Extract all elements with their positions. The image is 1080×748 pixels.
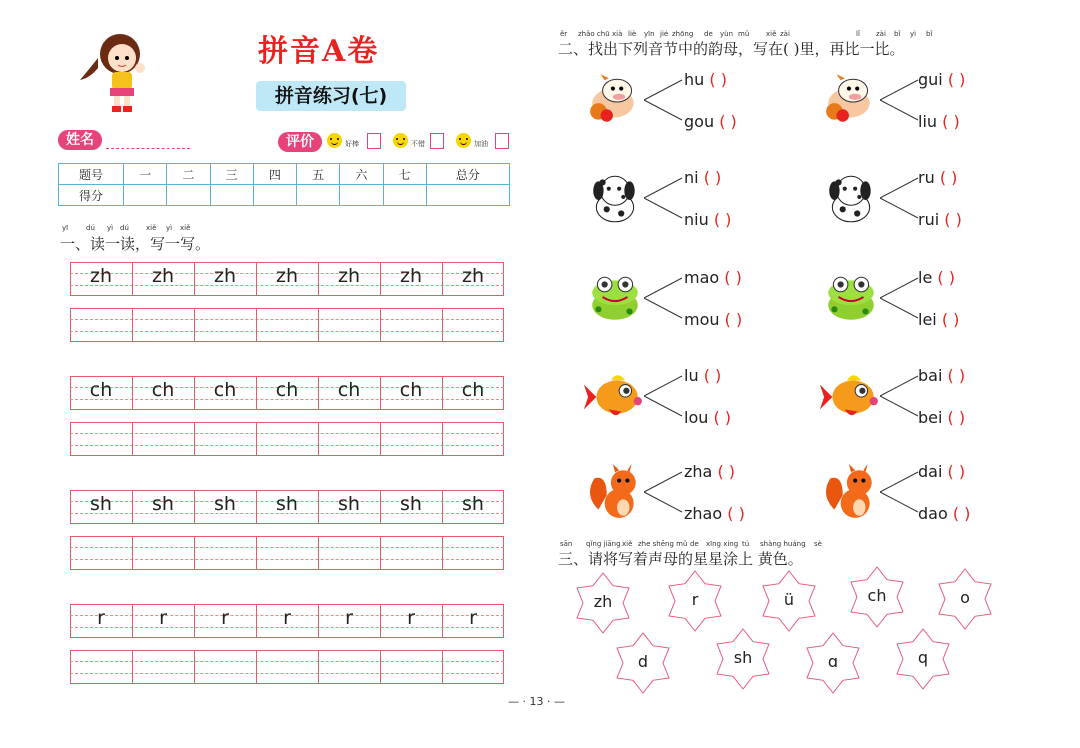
grid-guide-line xyxy=(70,445,504,446)
squirrel-illustration xyxy=(582,464,648,526)
syllable-option xyxy=(684,408,731,427)
answer-blank[interactable]: ( ) xyxy=(942,112,960,131)
syllable-option xyxy=(684,366,721,385)
sample-syllable: r xyxy=(345,607,353,629)
answer-blank[interactable]: ( ) xyxy=(717,462,736,481)
grid-divider xyxy=(194,650,195,684)
sample-syllable: sh xyxy=(338,493,360,515)
cow-illustration xyxy=(818,72,884,134)
syllable-text: mao xyxy=(684,268,720,287)
grid-divider xyxy=(442,536,443,570)
star-label: ɑ xyxy=(827,652,839,671)
sample-syllable: ch xyxy=(461,379,485,401)
grid-divider xyxy=(132,536,133,570)
score-cell[interactable] xyxy=(253,185,296,206)
exercise-subtitle: 拼音练习(七) xyxy=(256,81,406,111)
answer-blank[interactable]: ( ) xyxy=(703,168,722,187)
page-number: — · 13 · — xyxy=(508,695,565,708)
fish-illustration xyxy=(818,368,884,430)
syllable-text: ru xyxy=(918,168,935,187)
sample-syllable: r xyxy=(283,607,291,629)
grid-guide-line xyxy=(70,331,504,332)
section2-title: 二、找出下列音节中的韵母，写在( )里，再比一比。 xyxy=(558,40,905,58)
answer-blank[interactable]: ( ) xyxy=(941,310,960,329)
star-label: r xyxy=(691,590,699,609)
syllable-option xyxy=(918,462,965,481)
grid-divider xyxy=(132,422,133,456)
eval-checkbox[interactable] xyxy=(430,133,444,149)
answer-blank[interactable]: ( ) xyxy=(944,210,962,229)
connector-lines xyxy=(880,274,920,324)
score-header-cell: 七 xyxy=(383,164,426,185)
sample-syllable: sh xyxy=(90,493,112,515)
grid-guide-line xyxy=(70,433,504,434)
writing-row-blank[interactable] xyxy=(70,650,504,684)
score-cell[interactable] xyxy=(340,185,383,206)
syllable-option xyxy=(918,366,965,385)
grid-divider xyxy=(442,422,443,456)
grid-guide-line xyxy=(70,661,504,662)
syllable-text: bai xyxy=(918,366,943,385)
sample-syllable: r xyxy=(159,607,167,629)
sample-syllable: ch xyxy=(151,379,175,401)
syllable-text: bei xyxy=(918,408,943,427)
score-cell[interactable] xyxy=(297,185,340,206)
star-label: ch xyxy=(867,586,887,605)
writing-row-blank[interactable] xyxy=(70,308,504,342)
page-title: 拼音A卷 xyxy=(258,34,380,69)
grid-divider xyxy=(318,536,319,570)
star-shape[interactable] xyxy=(802,632,864,694)
grid-divider xyxy=(256,422,257,456)
sample-syllable: ch xyxy=(275,379,299,401)
answer-blank[interactable]: ( ) xyxy=(713,210,732,229)
writing-row-sample xyxy=(70,490,504,524)
smiley-icon xyxy=(456,133,471,148)
syllable-option xyxy=(684,268,742,287)
answer-blank[interactable]: ( ) xyxy=(937,268,955,287)
star-label: o xyxy=(960,588,970,607)
star-label: q xyxy=(917,648,929,667)
answer-blank[interactable]: ( ) xyxy=(947,366,966,385)
sample-syllable: ch xyxy=(337,379,361,401)
grid-divider xyxy=(380,650,381,684)
smiley-icon xyxy=(327,133,342,148)
frog-illustration xyxy=(818,270,884,332)
eval-option-label: 加油 xyxy=(474,140,488,148)
connector-lines xyxy=(644,274,684,324)
score-header-cell: 题号 xyxy=(59,164,124,185)
score-cell[interactable] xyxy=(210,185,253,206)
score-header-cell: 四 xyxy=(253,164,296,185)
syllable-option xyxy=(918,310,959,329)
answer-blank[interactable]: ( ) xyxy=(713,408,732,427)
grid-divider xyxy=(194,422,195,456)
name-label: 姓名 xyxy=(58,130,102,150)
star-shape[interactable] xyxy=(892,628,954,690)
syllable-option xyxy=(918,112,960,131)
grid-divider xyxy=(256,308,257,342)
name-line xyxy=(106,148,190,149)
answer-blank[interactable]: ( ) xyxy=(724,310,743,329)
score-header-cell: 一 xyxy=(124,164,167,185)
connector-lines xyxy=(880,76,920,126)
connector-lines xyxy=(880,372,920,422)
syllable-text: mou xyxy=(684,310,720,329)
sample-syllable: zh xyxy=(213,265,236,287)
smiley-icon xyxy=(393,133,408,148)
star-label: zh xyxy=(593,592,613,611)
syllable-text: zha xyxy=(684,462,713,481)
grid-divider xyxy=(380,536,381,570)
connector-lines xyxy=(644,468,684,518)
grid-frame xyxy=(70,536,504,570)
answer-blank[interactable]: ( ) xyxy=(952,504,971,523)
star-shape[interactable] xyxy=(934,568,996,630)
sample-syllable: ch xyxy=(213,379,237,401)
grid-divider xyxy=(318,308,319,342)
grid-divider xyxy=(380,308,381,342)
syllable-option xyxy=(684,168,721,187)
grid-divider xyxy=(442,308,443,342)
syllable-option xyxy=(684,310,742,329)
star-shape[interactable] xyxy=(758,570,820,632)
eval-option-label: 不错 xyxy=(411,140,425,148)
grid-divider xyxy=(318,422,319,456)
syllable-text: lou xyxy=(684,408,709,427)
grid-divider xyxy=(256,650,257,684)
syllable-text: hu xyxy=(684,70,705,89)
sample-syllable: zh xyxy=(337,265,360,287)
star-label: sh xyxy=(733,648,753,667)
grid-divider xyxy=(442,650,443,684)
evaluation-label: 评价 xyxy=(278,132,322,152)
grid-divider xyxy=(132,308,133,342)
sample-syllable: sh xyxy=(214,493,236,515)
grid-divider xyxy=(318,650,319,684)
answer-blank[interactable]: ( ) xyxy=(939,168,958,187)
score-table xyxy=(58,163,510,206)
eval-checkbox[interactable] xyxy=(367,133,381,149)
sample-syllable: r xyxy=(97,607,105,629)
grid-divider xyxy=(132,650,133,684)
star-label: ü xyxy=(783,590,795,609)
girl-illustration xyxy=(78,28,158,114)
sample-syllable: r xyxy=(469,607,477,629)
answer-blank[interactable]: ( ) xyxy=(947,70,966,89)
sample-syllable: sh xyxy=(400,493,422,515)
syllable-text: dao xyxy=(918,504,948,523)
sample-syllable: zh xyxy=(151,265,174,287)
section3-title: 三、请将写着声母的星星涂上 黄色。 xyxy=(558,550,803,568)
answer-blank[interactable]: ( ) xyxy=(703,366,722,385)
grid-divider xyxy=(380,422,381,456)
score-cell[interactable] xyxy=(167,185,210,206)
answer-blank[interactable]: ( ) xyxy=(719,112,737,131)
squirrel-illustration xyxy=(818,464,884,526)
connector-lines xyxy=(880,468,920,518)
answer-blank[interactable]: ( ) xyxy=(724,268,742,287)
grid-guide-line xyxy=(70,547,504,548)
sample-syllable: sh xyxy=(462,493,484,515)
syllable-text: lei xyxy=(918,310,937,329)
syllable-option xyxy=(918,268,955,287)
score-header-cell: 总分 xyxy=(426,164,509,185)
star-label: d xyxy=(637,652,649,671)
sample-syllable: zh xyxy=(275,265,298,287)
grid-frame xyxy=(70,650,504,684)
star-shape[interactable] xyxy=(712,628,774,690)
answer-blank[interactable]: ( ) xyxy=(947,462,966,481)
cow-illustration xyxy=(582,72,648,134)
score-header-cell: 六 xyxy=(340,164,383,185)
section1-title: 一、读一读，写一写。 xyxy=(60,235,211,253)
syllable-text: gou xyxy=(684,112,715,131)
star-shape[interactable] xyxy=(612,632,674,694)
syllable-option xyxy=(918,70,965,89)
score-row-label: 得分 xyxy=(59,185,124,206)
frog-illustration xyxy=(582,270,648,332)
grid-guide-line xyxy=(70,673,504,674)
syllable-option xyxy=(918,210,962,229)
answer-blank[interactable]: ( ) xyxy=(709,70,727,89)
sample-syllable: r xyxy=(407,607,415,629)
star-shape[interactable] xyxy=(572,572,634,634)
writing-row-sample xyxy=(70,376,504,410)
star-shape[interactable] xyxy=(846,566,908,628)
sample-syllable: ch xyxy=(399,379,423,401)
sample-syllable: zh xyxy=(399,265,422,287)
syllable-option xyxy=(918,408,965,427)
score-cell[interactable] xyxy=(426,185,509,206)
connector-lines xyxy=(644,76,684,126)
score-header-cell: 三 xyxy=(210,164,253,185)
answer-blank[interactable]: ( ) xyxy=(727,504,745,523)
syllable-option xyxy=(684,504,745,523)
score-header-cell: 二 xyxy=(167,164,210,185)
connector-lines xyxy=(880,174,920,224)
syllable-text: ni xyxy=(684,168,699,187)
grid-frame xyxy=(70,308,504,342)
syllable-text: niu xyxy=(684,210,709,229)
dog-illustration xyxy=(582,170,648,232)
syllable-option xyxy=(684,112,737,131)
sample-syllable: ch xyxy=(89,379,113,401)
syllable-text: rui xyxy=(918,210,940,229)
syllable-text: le xyxy=(918,268,933,287)
sample-syllable: sh xyxy=(276,493,298,515)
star-shape[interactable] xyxy=(664,570,726,632)
grid-guide-line xyxy=(70,319,504,320)
syllable-text: zhao xyxy=(684,504,723,523)
dog-illustration xyxy=(818,170,884,232)
syllable-text: gui xyxy=(918,70,943,89)
connector-lines xyxy=(644,174,684,224)
grid-divider xyxy=(256,536,257,570)
syllable-text: liu xyxy=(918,112,938,131)
writing-row-sample xyxy=(70,604,504,638)
writing-row-sample xyxy=(70,262,504,296)
sample-syllable: r xyxy=(221,607,229,629)
fish-illustration xyxy=(582,368,648,430)
connector-lines xyxy=(644,372,684,422)
syllable-option xyxy=(684,70,727,89)
grid-guide-line xyxy=(70,559,504,560)
syllable-option xyxy=(918,168,957,187)
syllable-option xyxy=(684,210,731,229)
syllable-option xyxy=(684,462,735,481)
grid-divider xyxy=(194,536,195,570)
score-cell[interactable] xyxy=(383,185,426,206)
sample-syllable: sh xyxy=(152,493,174,515)
syllable-text: dai xyxy=(918,462,943,481)
eval-checkbox[interactable] xyxy=(495,133,509,149)
writing-row-blank[interactable] xyxy=(70,536,504,570)
score-cell[interactable] xyxy=(124,185,167,206)
writing-row-blank[interactable] xyxy=(70,422,504,456)
syllable-text: lu xyxy=(684,366,699,385)
sample-syllable: zh xyxy=(461,265,484,287)
score-header-cell: 五 xyxy=(297,164,340,185)
sample-syllable: zh xyxy=(89,265,112,287)
syllable-option xyxy=(918,504,970,523)
answer-blank[interactable]: ( ) xyxy=(947,408,966,427)
grid-divider xyxy=(194,308,195,342)
grid-frame xyxy=(70,422,504,456)
eval-option-label: 好棒 xyxy=(345,140,359,148)
